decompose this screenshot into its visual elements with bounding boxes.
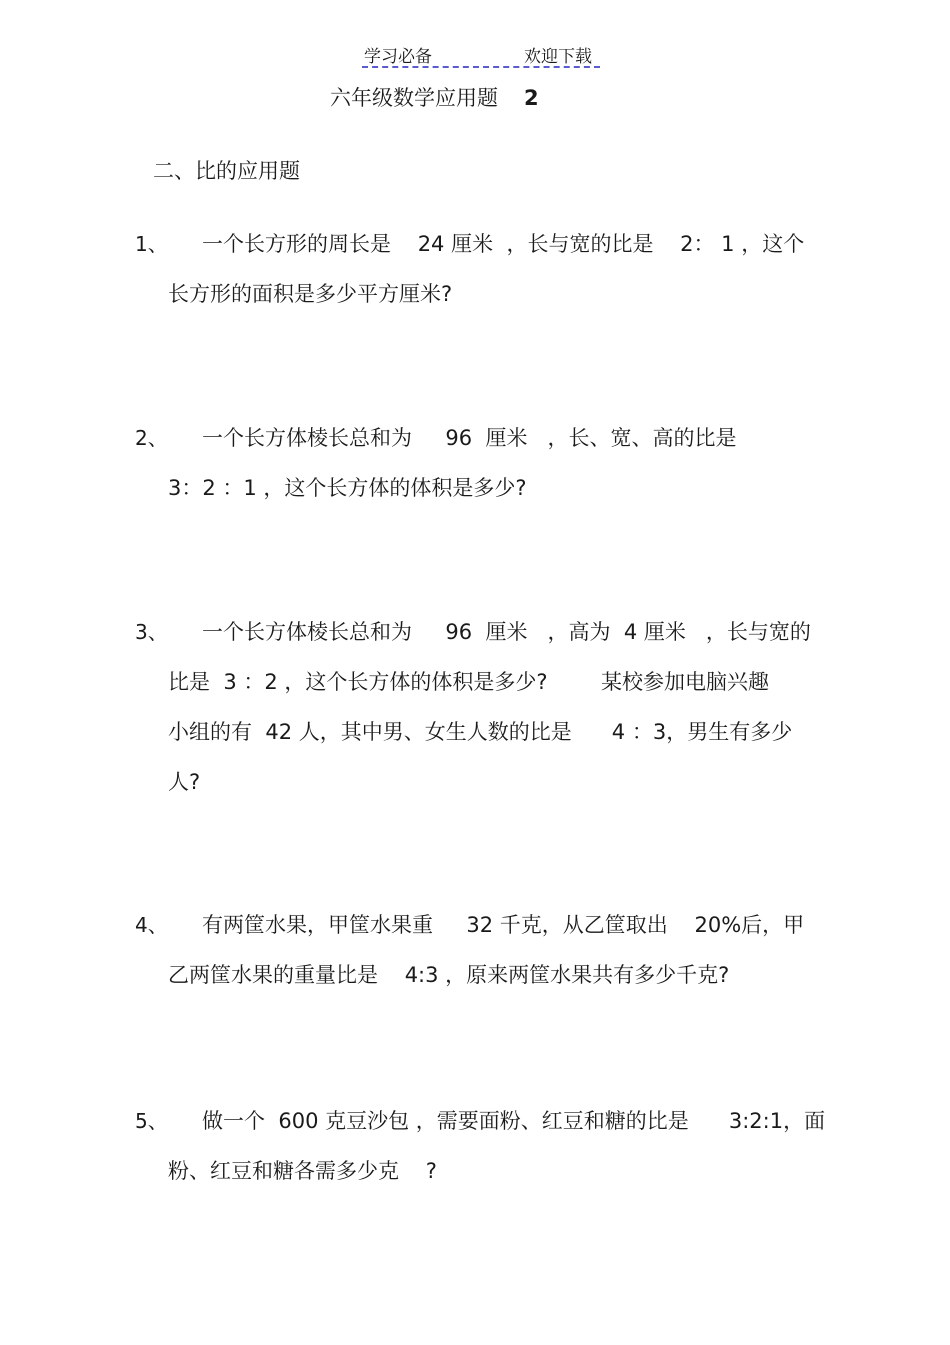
header-right-text: 欢迎下载: [524, 47, 592, 67]
document-title-text: 六年级数学应用题: [330, 86, 498, 110]
question-line: 做一个 600 克豆沙包 ，需要面粉、红豆和糖的比是 3:2:1，面: [202, 1109, 826, 1133]
question-number: 4、: [135, 913, 168, 937]
header-left-text: 学习必备: [364, 47, 432, 67]
question-number: 3、: [135, 620, 168, 644]
question-line: 一个长方体棱长总和为 96 厘米 ，长、宽、高的比是: [202, 426, 737, 450]
section-heading: 二、比的应用题: [153, 159, 300, 183]
document-title-number: 2: [524, 86, 539, 110]
page-header: [362, 40, 600, 68]
question-number: 2、: [135, 426, 168, 450]
question-number: 1、: [135, 232, 168, 256]
question-line: 人?: [168, 770, 201, 794]
question-line: 小组的有 42 人，其中男、女生人数的比是 4 ：3，男生有多少: [168, 720, 793, 744]
document-title: [330, 82, 539, 112]
question-line: 有两筐水果，甲筐水果重 32 千克，从乙筐取出 20%后，甲: [202, 913, 805, 937]
question-line: 一个长方体棱长总和为 96 厘米 ，高为 4 厘米 ，长与宽的: [202, 620, 811, 644]
question-line: 乙两筐水果的重量比是 4:3 ，原来两筐水果共有多少千克?: [168, 963, 730, 987]
question-line: 比是 3 ：2 ，这个长方体的体积是多少? 某校参加电脑兴趣: [168, 670, 769, 694]
question-line: 3：2 ：1 ，这个长方体的体积是多少?: [168, 476, 527, 500]
question-line: 一个长方形的周长是 24 厘米 ，长与宽的比是 2： 1 ，这个: [202, 232, 805, 256]
question-line: 粉、红豆和糖各需多少克 ?: [168, 1159, 437, 1183]
question-number: 5、: [135, 1109, 168, 1133]
question-line: 长方形的面积是多少平方厘米?: [168, 282, 453, 306]
